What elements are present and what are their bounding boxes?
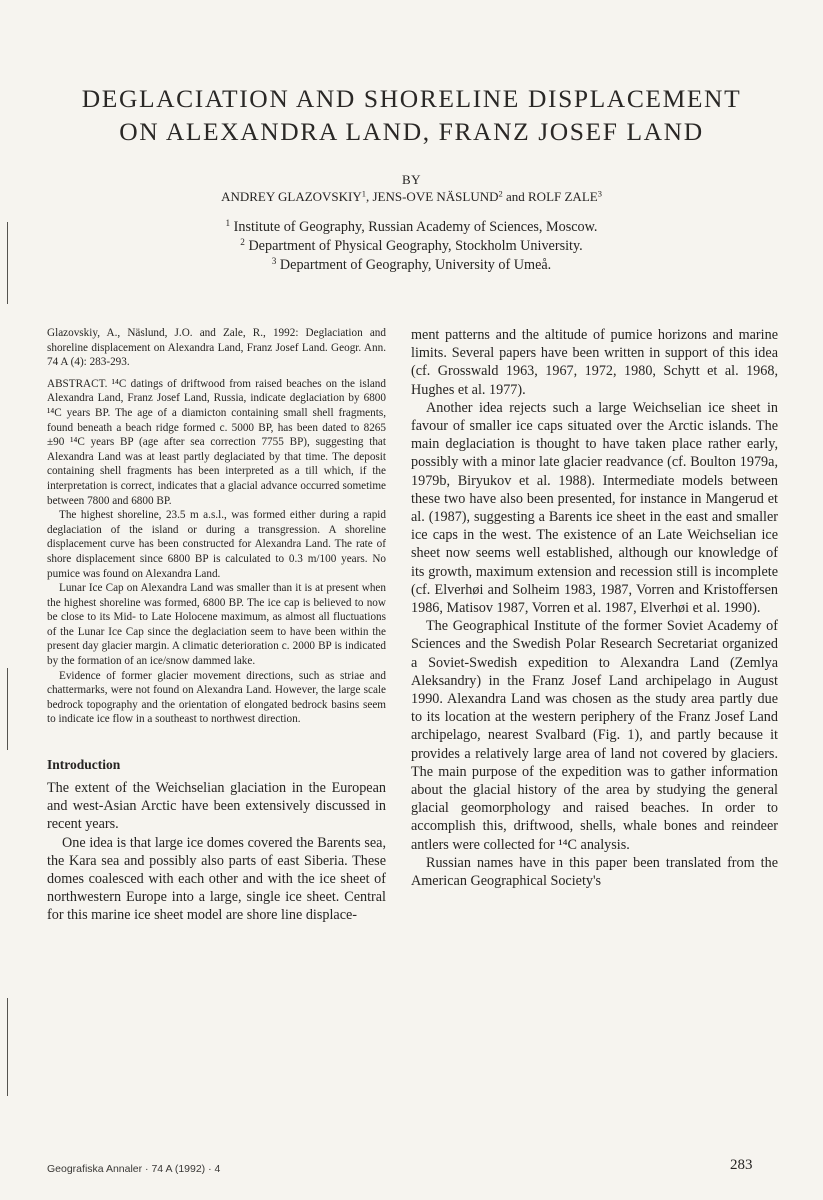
abstract-paragraph: ABSTRACT. ¹⁴C datings of driftwood from raised beaches on the island Alexandra Land, Franz Josef Land, Russia, indicate deglaciation by 6800 ¹⁴C years BP. The age of a diamicton containing small shell fragments, found beneath a beach ridge formed c. 5000 BP, has been dated to 8265 ±90 ¹⁴C years BP (age after sea correction 7755 BP), suggesting that Alexandra Land was at least partly deglaciated by that time. The deposit containing shell fragments has been interpreted as a till which, if the interpretation is correct, indicates that a glacial advance occurred sometime between 7800 and 6800 BP. [47, 377, 386, 507]
body-paragraph: The Geographical Institute of the former Soviet Academy of Sciences and the Swedish Polar Research Secretariat organized a Soviet-Swedish expedition to Alexandra Land (Zemlya Aleksandry) in the Franz Josef Land archipelago in August 1990. Alexandra Land was chosen as the study area partly due to its location at the western periphery of the Franz Josef Land archipelago, nearest Svalbard (Fig. 1), and partly because it provides a relatively large area of land not covered by glaciers. The main purpose of the expedition was to gather information about the glacial history of the area by studying the general glacial geomorphology and raised beaches. In order to accomplish this, driftwood, shells, whale bones and reindeer antlers were collected for ¹⁴C analysis. [411, 618, 778, 853]
body-paragraph: ment patterns and the altitude of pumice horizons and marine limits. Several papers have been written in support of this idea (cf. Grosswald 1963, 1967, 1972, 1980, Schytt et al. 1968, Hughes et al. 1977). [411, 327, 778, 398]
affiliation [0, 237, 823, 256]
body-paragraph: One idea is that large ice domes covered the Barents sea, the Kara sea and possibly also parts of east Siberia. These domes coalesced with each other and with the ice sheet of northwestern Europe into a large, single ice sheet. Central for this marine ice sheet model are shore line displace- [47, 834, 386, 924]
author-sup: 3 [597, 188, 602, 199]
author-name: ROLF ZALE [528, 189, 598, 204]
page-number: 283 [730, 1157, 753, 1173]
affiliation-text: Department of Geography, University of Umeå. [279, 257, 552, 273]
affiliation-sup: 1 [225, 217, 231, 228]
author-sup: 1 [361, 188, 366, 199]
body-paragraph: Another idea rejects such a large Weichselian ice sheet in favour of smaller ice caps situated over the Arctic islands. The main deglaciation is thought to have taken place rather early, possibly with a minor late glacier readvance (cf. Boulton 1979a, 1979b, Biryukov et al. 1988). Intermediate models between these two have also been presented, for instance in Mangerud et al. (1987), suggesting a Barents ice sheet in the east and smaller ice caps in the west. The existence of an Late Weichselian ice sheet now seems well established, although our knowledge of its growth, maximum extension and recession still is incomplete (cf. Elverhøi and Solheim 1983, 1987, Vorren and Kristoffersen 1986, Matisov 1987, Vorren et al. 1987, Elverhøi et al. 1990). [411, 399, 778, 617]
author-separator: , [365, 189, 373, 204]
body-paragraph: Russian names have in this paper been translated from the American Geographical Society's [411, 854, 778, 890]
affiliation-text: Department of Physical Geography, Stockholm University. [248, 238, 583, 254]
margin-mark [7, 998, 8, 1096]
citation: Glazovskiy, A., Näslund, J.O. and Zale, R., 1992: Deglaciation and shoreline displacement on Alexandra Land, Franz Josef Land. Geogr. Ann. 74 A (4): 283-293. [47, 327, 386, 369]
byline: BY [401, 172, 422, 187]
author-list [0, 189, 823, 205]
author-sup: 2 [498, 188, 503, 199]
section-heading: Introduction [47, 757, 121, 773]
affiliation [0, 256, 823, 275]
author-name: JENS-OVE NÄSLUND [372, 189, 499, 204]
body-paragraph: The extent of the Weichselian glaciation in the European and west-Asian Arctic have been extensively discussed in recent years. [47, 780, 386, 833]
abstract-paragraph: Lunar Ice Cap on Alexandra Land was smaller than it is at present when the highest shoreline was formed, 6800 BP. The ice cap is believed to now be close to its Mid- to Late Holocene maximum, as almost all fluctuations of the Lunar Ice Cap since the deglaciation seem to have been within the present day glacier margin. A climatic deterioration c. 2000 BP is indicated by the formation of an ice/snow dammed lake. [47, 582, 386, 668]
affiliation-sup: 3 [271, 255, 277, 266]
abstract-paragraph: Evidence of former glacier movement directions, such as striae and chattermarks, were not found on Alexandra Land. However, the large scale bedrock topography and the orientation of elongated bedrock basins seem to indicate ice flow in a southeast to northwest direction. [47, 669, 386, 726]
left-column [47, 326, 386, 925]
title-line-1: DEGLACIATION AND SHORELINE DISPLACEMENT [81, 84, 742, 113]
journal-footer: Geografiska Annaler · 74 A (1992) · 4 [47, 1163, 221, 1175]
author-name: ANDREY GLAZOVSKIY [221, 189, 362, 204]
margin-mark [7, 668, 8, 750]
abstract-paragraph: The highest shoreline, 23.5 m a.s.l., was formed either during a rapid deglaciation of the island or during a transgression. A shoreline displacement curve has been constructed for Alexandra Land. The rate of shore displacement since 6800 BP is calculated to 0.3 m/100 years. No pumice was found on Alexandra Land. [47, 509, 386, 580]
affiliation [0, 218, 823, 237]
affiliation-sup: 2 [240, 236, 245, 247]
affiliations [0, 218, 823, 275]
author-separator: and [502, 189, 529, 204]
affiliation-text: Institute of Geography, Russian Academy of Sciences, Moscow. [233, 219, 598, 235]
paper-title [0, 82, 823, 148]
right-column [411, 326, 778, 890]
title-line-2: ON ALEXANDRA LAND, FRANZ JOSEF LAND [119, 117, 704, 146]
